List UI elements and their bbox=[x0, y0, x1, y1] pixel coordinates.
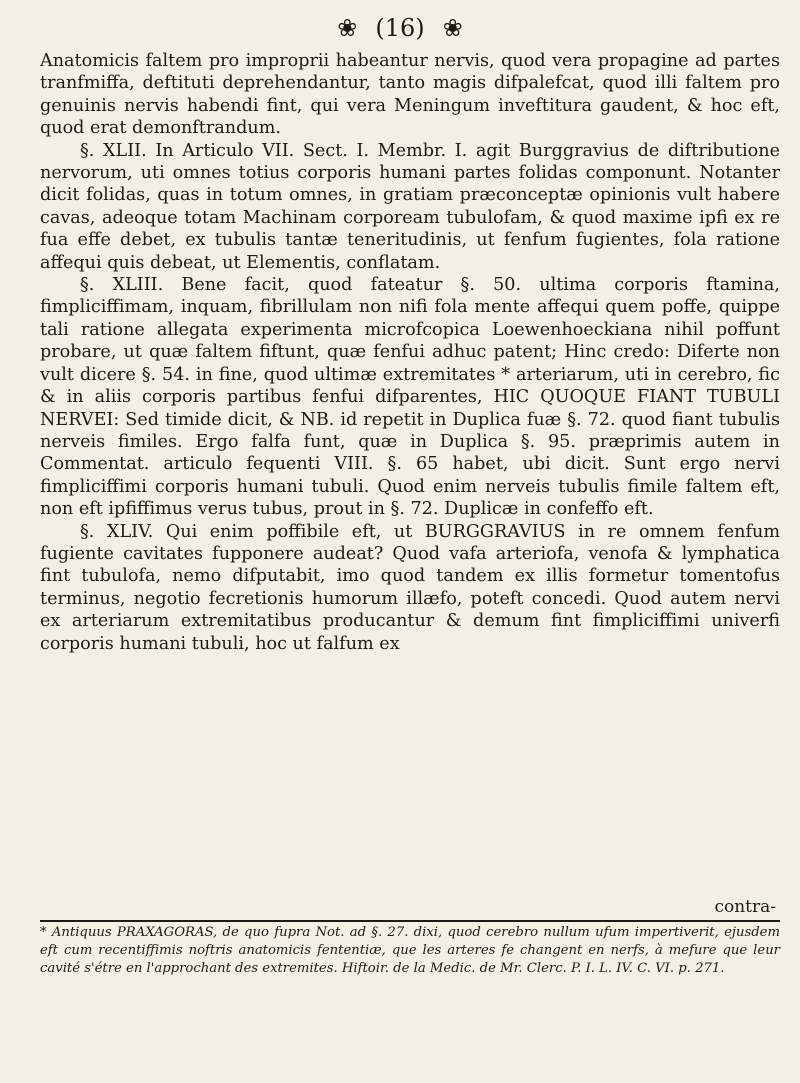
ornament-left-icon: ❀ bbox=[337, 14, 358, 42]
catchword: contra- bbox=[714, 897, 776, 917]
page-number: (16) bbox=[375, 14, 425, 42]
footnote bbox=[40, 924, 780, 978]
section-xliv: §. XLIV. Qui enim poffibile eft, ut BURGGRAVIUS in re omnem fenfum fugiente cavitates fupponere audeat? Quod vafa arteriofa, venofa & lymphatica fint tubulofa, nemo difputabit, imo quod tandem ex illis formetur tomentofus terminus, negotio fecretionis humorum illæfo, poteft concedi. Quod autem nervi ex arteriarum extremitatibus producantur & demum fint fimpliciffimi univerfi corporis humani tubuli, hoc ut falfum ex bbox=[40, 521, 780, 654]
section-xliii: §. XLIII. Bene facit, quod fateatur §. 50. ultima corporis ftamina, fimpliciffimam, inquam, fibrillulam non nifi fola mente affequi quem poffe, quippe tali ratione allegata experimenta microfcopica Loewenhoeckiana nihil poffunt probare, ut quæ faltem fiftunt, quæ fenfui adhuc patent; Hinc credo: Diferte non vult dicere §. 54. in fine, quod ultimæ extremitates * arteriarum, uti in cerebro, fic & in aliis corporis partibus fenfui difparentes, HIC QUOQUE FIANT TUBULI NERVEI: Sed timide dicit, & NB. id repetit in Duplica fuæ §. 72. quod fiant tubulis nerveis fimiles. Ergo falfa funt, quæ in Duplica §. 95. præprimis autem in Commentat. articulo fequenti VIII. §. 65 habet, ubi dicit. Sunt ergo nervi fimpliciffimi corporis humani tubuli. Quod enim nerveis tubulis fimile faltem eft, non eft ipfiffimus verus tubus, prout in §. 72. Duplicæ in confeffo eft. bbox=[40, 275, 780, 520]
body-text bbox=[40, 50, 780, 655]
page-header bbox=[0, 8, 800, 48]
paragraph-continuation: Anatomicis faltem pro improprii habeantur nervis, quod vera propagine ad partes tranfmiffa, deftituti deprehendantur, tanto magis difpalefcat, quod illi faltem pro genuinis nervis habendi fint, qui vera Meningum inveftitura gaudent, & hoc eft, quod erat demonftrandum. bbox=[40, 51, 780, 139]
section-xlii: §. XLII. In Articulo VII. Sect. I. Membr. I. agit Burggravius de diftributione nervorum, uti omnes totius corporis humani partes folidas componunt. Notanter dicit folidas, quas in totum omnes, in gratiam præconceptæ opinionis vult habere cavas, adeoque totam Machinam corpoream tubulofam, & quod maxime ipfi ex re fua effe debet, ex tubulis tantæ teneritudinis, ut fenfum fugientes, fola ratione affequi quis debeat, ut Elementis, conflatam. bbox=[40, 140, 780, 273]
footnote-divider bbox=[40, 920, 780, 922]
ornament-right-icon: ❀ bbox=[442, 14, 463, 42]
footnote-text: * Antiquus PRAXAGORAS, de quo fupra Not. ad §. 27. dixi, quod cerebro nullum ufum impertiverit, ejusdem eft cum recentiffimis noftris anatomicis fententiæ, que les arteres fe changent en nerfs, à mefure que leur cavité s'étre en l'approchant des extremites. Hiftoir. de la Medic. de Mr. Clerc. P. I. L. IV. C. VI. p. 271. bbox=[40, 925, 780, 976]
